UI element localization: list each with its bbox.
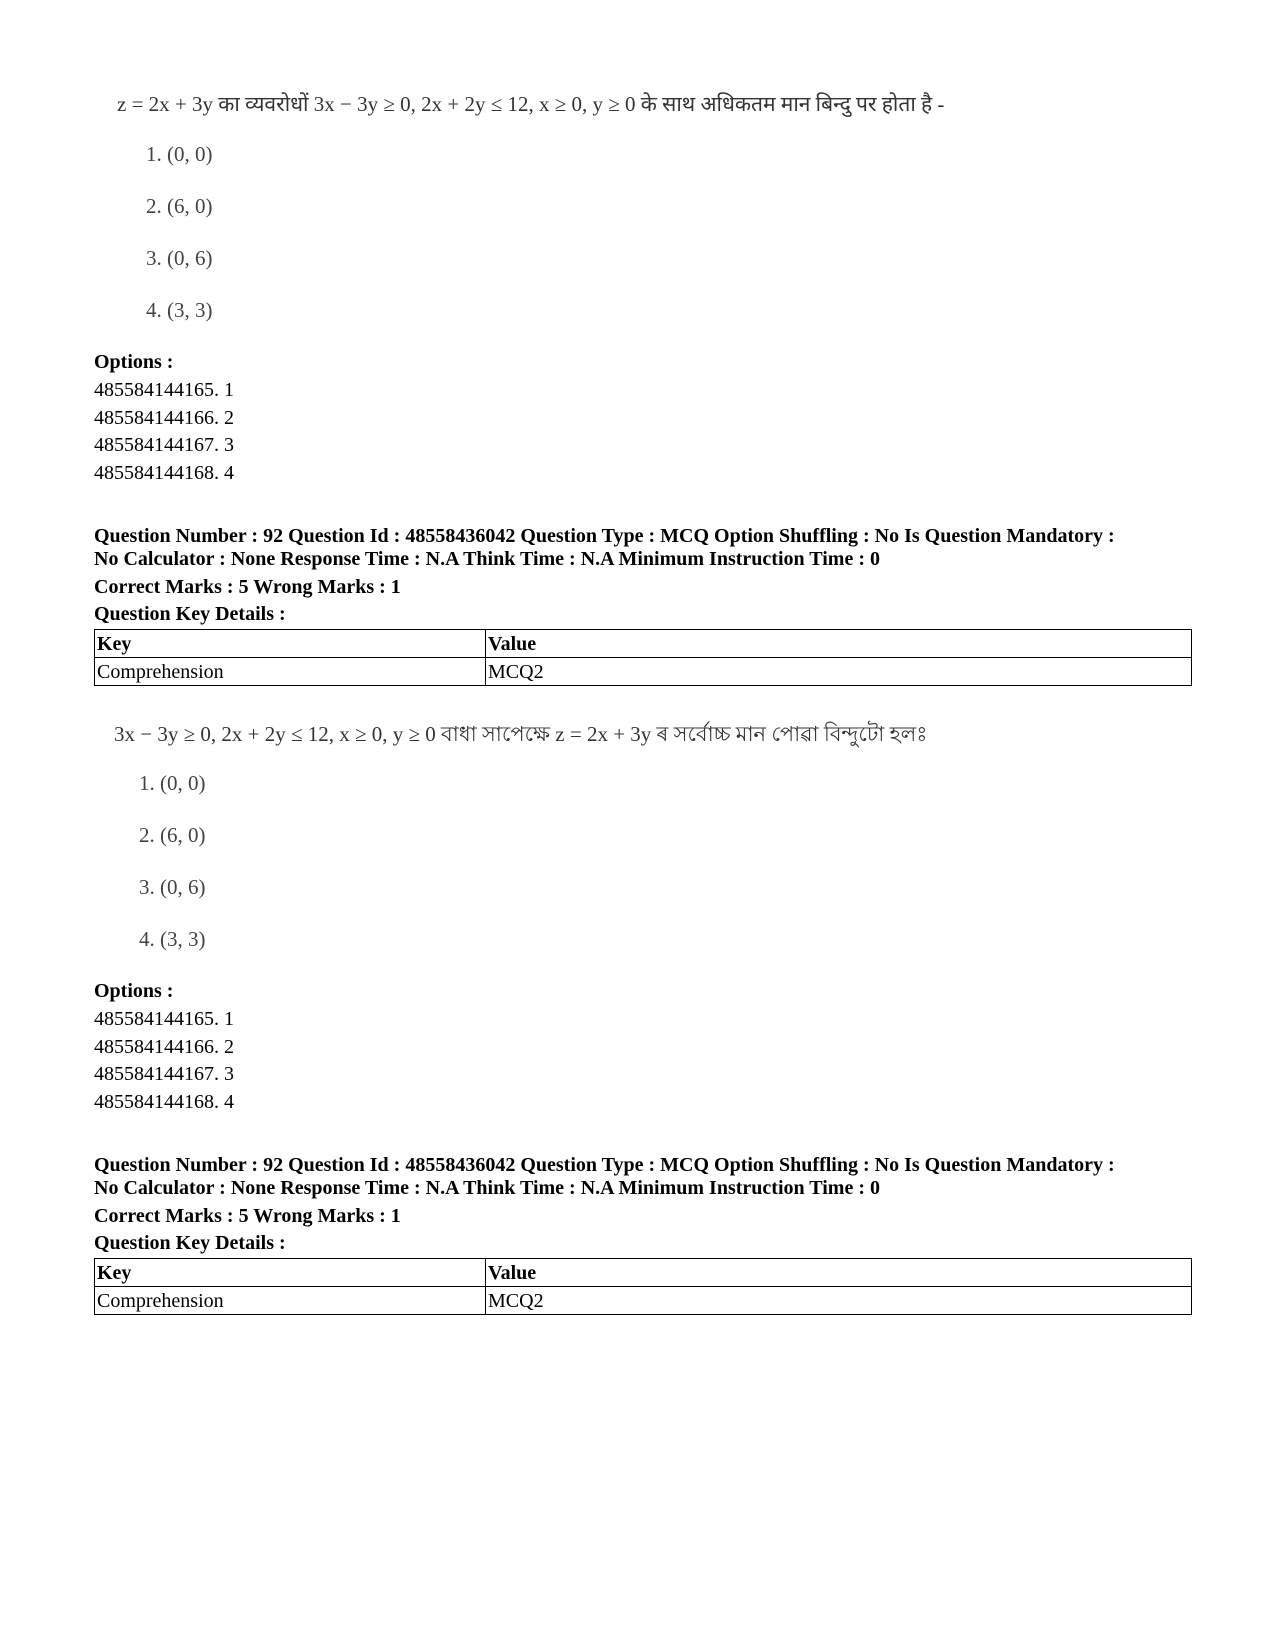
- choice-4: 4. (3, 3): [146, 298, 213, 322]
- question-meta-line-1: Question Number : 92 Question Id : 48558436042 Question Type : MCQ Option Shuffling : No Is Question Mandatory :: [94, 525, 1115, 547]
- table-header-row: [95, 1259, 1192, 1287]
- option-id-2: 485584144166. 2: [94, 407, 234, 429]
- option-id-4: 485584144168. 4: [94, 1091, 234, 1113]
- table-cell-value: MCQ2: [486, 658, 1192, 686]
- key-details-label: Question Key Details :: [94, 603, 286, 625]
- table-header-row: [95, 630, 1192, 658]
- options-label: Options :: [94, 351, 174, 373]
- table-header-value: Value: [486, 630, 1192, 658]
- choice-2: 2. (6, 0): [139, 823, 206, 847]
- choice-4: 4. (3, 3): [139, 927, 206, 951]
- table-cell-key: Comprehension: [95, 658, 486, 686]
- key-details-table: [94, 1258, 1192, 1315]
- choice-1: 1. (0, 0): [146, 142, 213, 166]
- choice-3: 3. (0, 6): [146, 246, 213, 270]
- table-cell-key: Comprehension: [95, 1287, 486, 1315]
- question-text-hindi: z = 2x + 3y का व्यवरोधों 3x − 3y ≥ 0, 2x + 2y ≤ 12, x ≥ 0, y ≥ 0 के साथ अधिकतम मान बिन्दु पर होता है -: [117, 92, 945, 116]
- table-cell-value: MCQ2: [486, 1287, 1192, 1315]
- choice-3: 3. (0, 6): [139, 875, 206, 899]
- marks-line: Correct Marks : 5 Wrong Marks : 1: [94, 1205, 401, 1227]
- choice-2: 2. (6, 0): [146, 194, 213, 218]
- choice-1: 1. (0, 0): [139, 771, 206, 795]
- marks-line: Correct Marks : 5 Wrong Marks : 1: [94, 576, 401, 598]
- table-row: [95, 1287, 1192, 1315]
- option-id-1: 485584144165. 1: [94, 1008, 234, 1030]
- key-details-table: [94, 629, 1192, 686]
- question-meta-line-2: No Calculator : None Response Time : N.A Think Time : N.A Minimum Instruction Time : 0: [94, 1177, 880, 1199]
- option-id-3: 485584144167. 3: [94, 434, 234, 456]
- table-header-key: Key: [95, 1259, 486, 1287]
- option-id-3: 485584144167. 3: [94, 1063, 234, 1085]
- option-id-1: 485584144165. 1: [94, 379, 234, 401]
- table-row: [95, 658, 1192, 686]
- question-text-assamese: 3x − 3y ≥ 0, 2x + 2y ≤ 12, x ≥ 0, y ≥ 0 বাধা সাপেক্ষে z = 2x + 3y ৰ সৰ্বোচ্চ মান পোৱা বিন্দুটো হলঃ: [114, 722, 928, 746]
- key-details-label: Question Key Details :: [94, 1232, 286, 1254]
- table-header-key: Key: [95, 630, 486, 658]
- question-meta-line-2: No Calculator : None Response Time : N.A Think Time : N.A Minimum Instruction Time : 0: [94, 548, 880, 570]
- options-label: Options :: [94, 980, 174, 1002]
- option-id-4: 485584144168. 4: [94, 462, 234, 484]
- table-header-value: Value: [486, 1259, 1192, 1287]
- option-id-2: 485584144166. 2: [94, 1036, 234, 1058]
- question-meta-line-1: Question Number : 92 Question Id : 48558436042 Question Type : MCQ Option Shuffling : No Is Question Mandatory :: [94, 1154, 1115, 1176]
